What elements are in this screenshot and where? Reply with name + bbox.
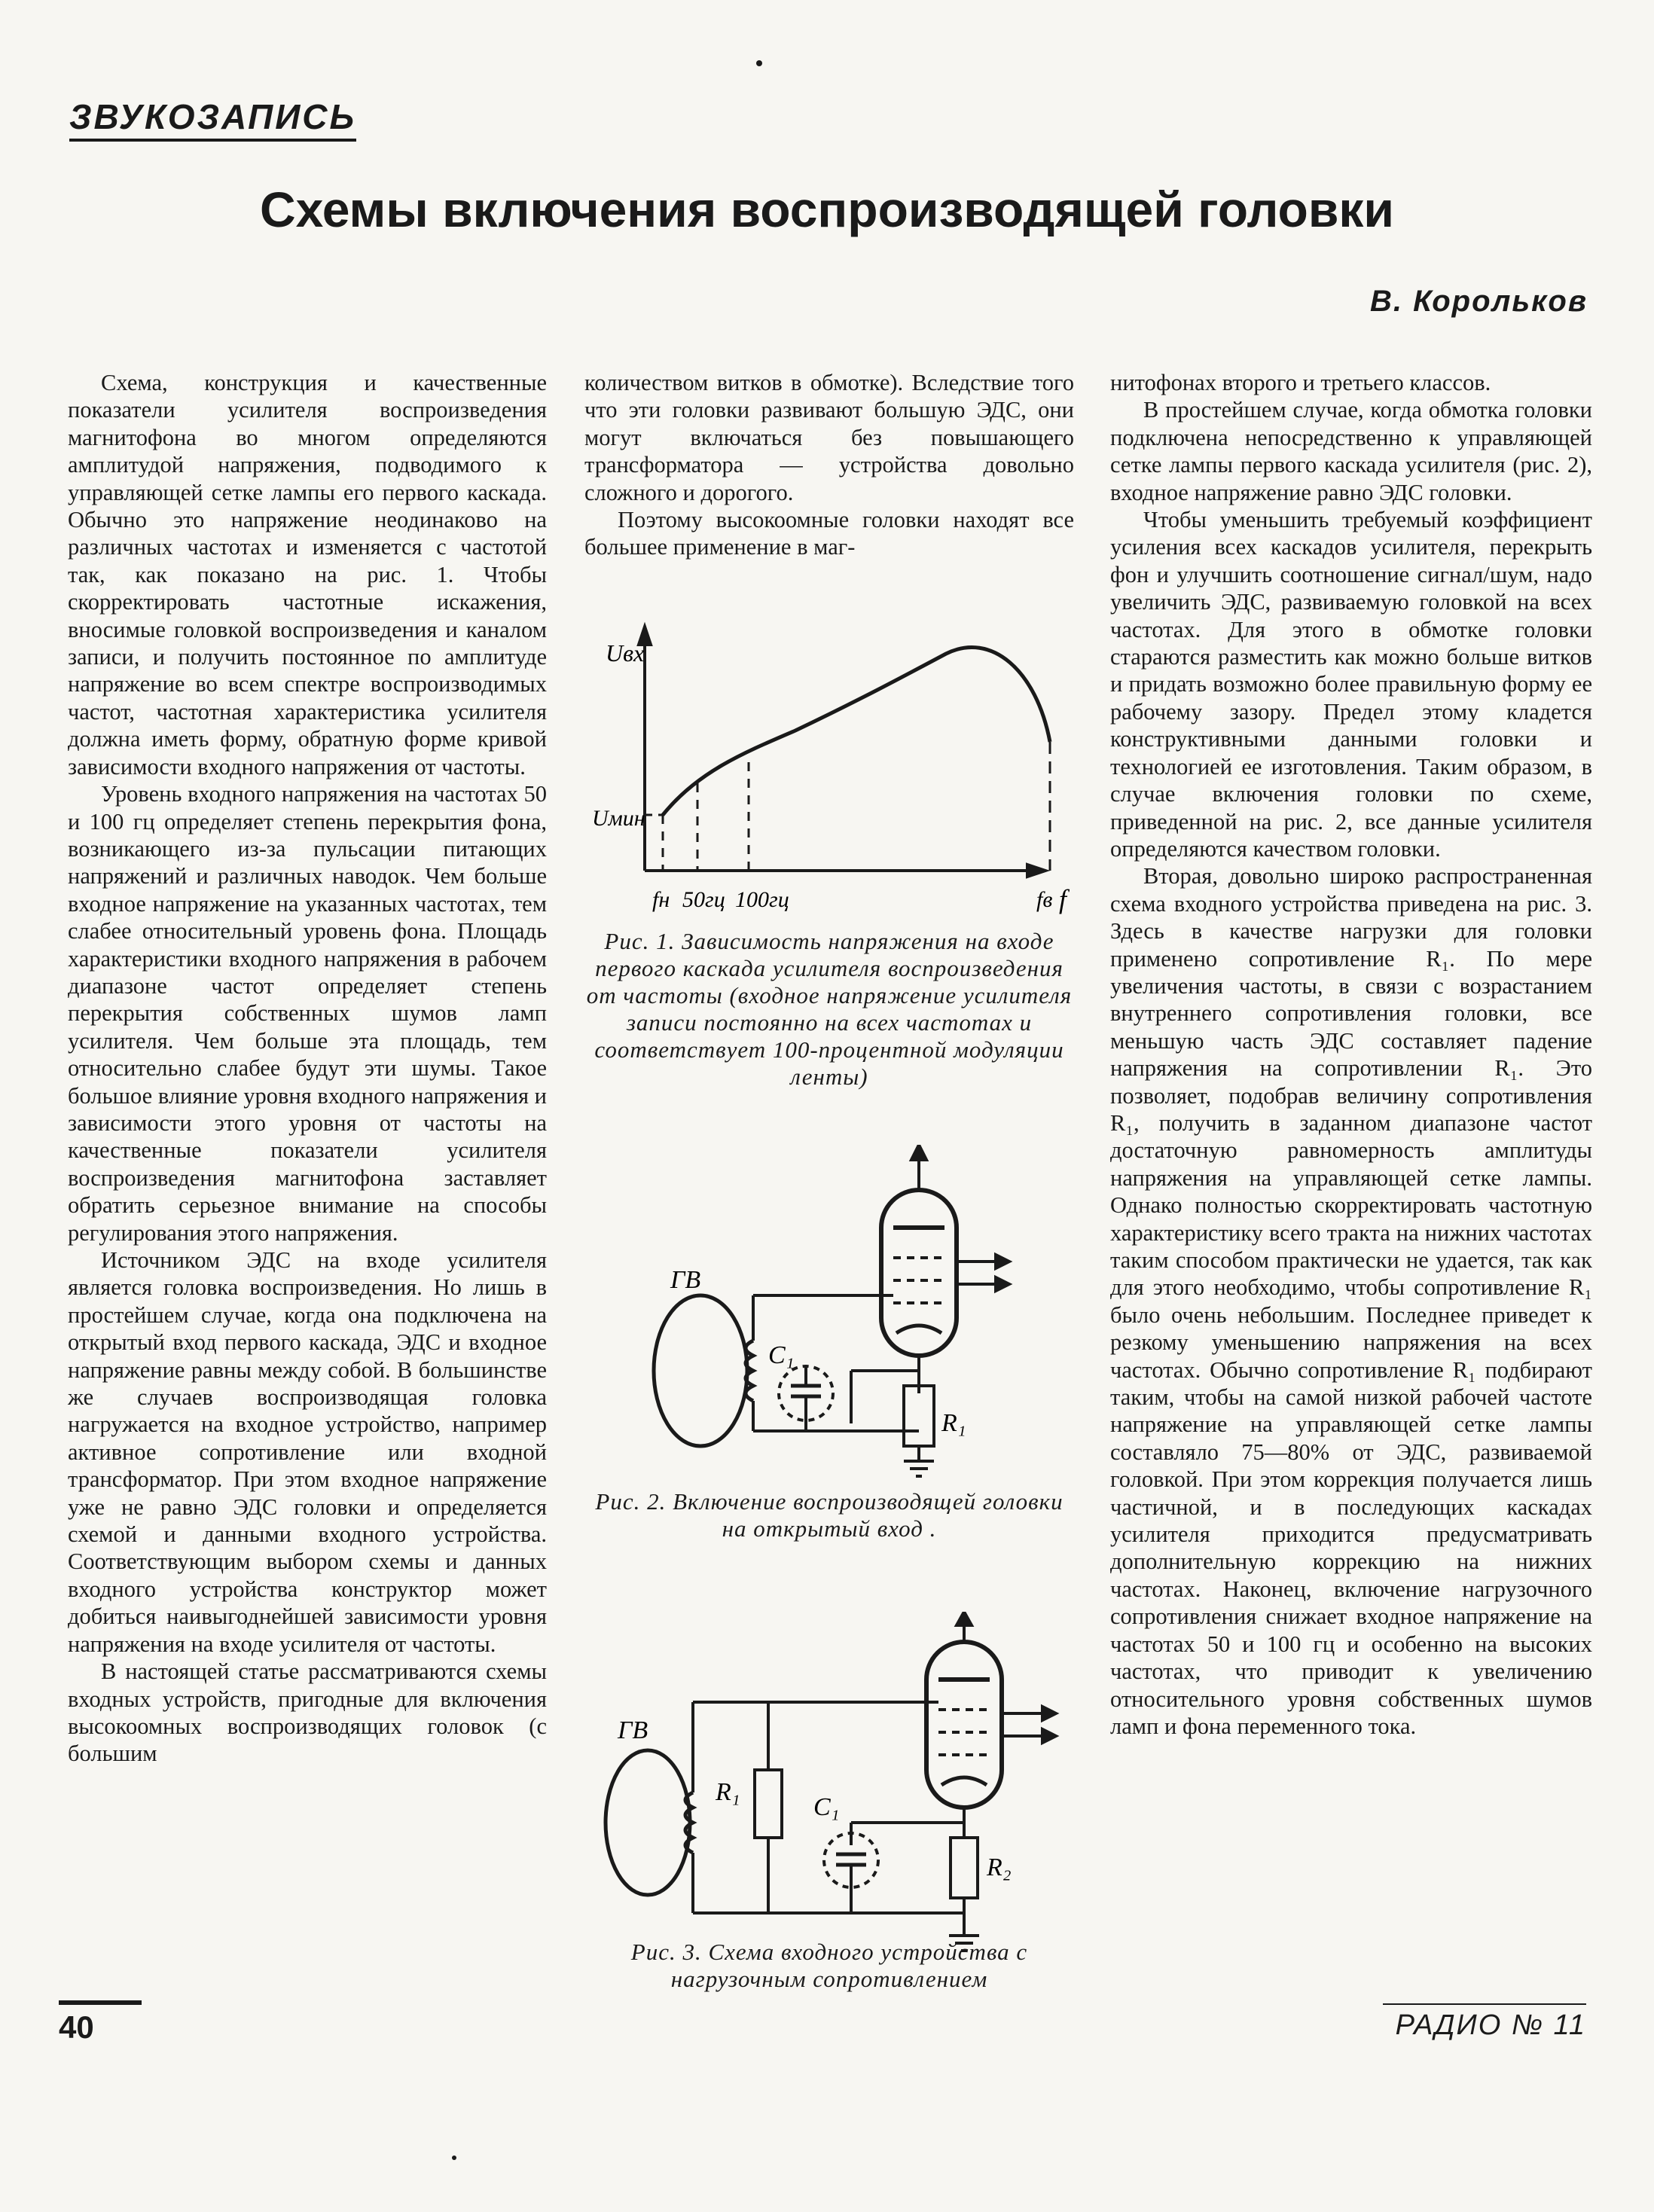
magazine-issue: РАДИО № 11	[1395, 2009, 1586, 2041]
text-column-3	[1110, 369, 1592, 1740]
head-core	[606, 1750, 690, 1895]
figure-2-circuit	[625, 1145, 1062, 1491]
paragraph: Уровень входного напряжения на частотах 50 и 100 гц определяет степень перекрытия фона, возникающего из-за пульсации питающих напряжений и различных наводок. Чем больше входное напряжение на указанных частотах, тем слабее относительный уровень фона. Площадь характеристики входного напряжения в рабочем диапазоне частот определяет степень перекрытия собственных шумов ламп усилителя. Чем больше эта площадь, тем относительно слабее будут эти шумы. Такое большое влияние уровня входного напряжения и зависимости этого уровня от частоты на качественные показатели усилителя воспроизведения магнитофона заставляет обратить серьезное внимание на способы регулирования этого напряжения.	[68, 781, 547, 1246]
section-rubric: ЗВУКОЗАПИСЬ	[69, 96, 356, 142]
paragraph: Схема, конструкция и качественные показатели усилителя воспроизведения магнитофона во многом определяются амплитудой напряжения, подводимого к управляющей сетке лампы его первого каскада. Обычно это напряжение неодинаково на различных частотах и изменяется с частотой так, как показано на рис. 1. Чтобы скорректировать частотные искажения, вносимые головкой воспроизведения и каналом записи, и получить постоянное по амплитуде напряжение во всем спектре воспроизводимых частот, частотная характеристика усилителя должна иметь форму, обратную форме кривой зависимости входного напряжения от частоты.	[68, 370, 547, 780]
response-curve	[663, 648, 1050, 815]
article-title: Схемы включения воспроизводящей головки	[259, 182, 1394, 237]
umin-label: Uмин	[592, 806, 645, 831]
r1-label: R₁	[716, 1778, 740, 1806]
head-core	[654, 1295, 747, 1446]
c1-label: C₁	[768, 1341, 795, 1369]
x-axis-arrow	[1027, 865, 1045, 877]
speck-bottom	[452, 2156, 456, 2160]
paragraph: В простейшем случае, когда обмотка головки подключена непосредственно к управляющей сетке лампы первого каскада усилителя (рис. 2), входное напряжение равно ЭДС головки.	[1110, 397, 1592, 505]
tube-envelope	[926, 1642, 1002, 1808]
figure-2-caption: Рис. 2. Включение воспроизводящей головки на открытый вход .	[595, 1488, 1064, 1542]
tick-50hz: 50гц	[682, 887, 725, 912]
footer-bar	[59, 2000, 142, 2005]
paragraph: В настоящей статье рассматриваются схемы входных устройств, пригодные для включения высокоомных воспроизводящих головок (с большим	[68, 1658, 547, 1767]
resistor-r2	[951, 1838, 978, 1898]
x-axis-label: f	[1059, 884, 1067, 914]
resistor-r1	[904, 1386, 934, 1446]
c1-label: C₁	[813, 1793, 840, 1821]
text-column-2	[584, 369, 1074, 561]
paragraph: Вторая, довольно широко распространенная схема входного устройства приведена на рис. 3. Здесь в качестве нагрузки для головки применено сопротивление R₁. По мере увеличения частоты, в связи с возрастанием внутреннего сопротивления головки, все меньшую часть ЭДС составляет падение напряжения на сопротивлении R₁. Это позволяет, подобрав величину сопротивления R₁, получить в заданном диапазоне частот достаточную равномерность амплитуды напряжения на управляющей сетке лампы. Однако полностью скорректировать частотную характеристику всего тракта на нижних частотах таким способом практически не удается, так как для этого необходимо, чтобы сопротивление R₁ было очень небольшим. Последнее приведет к резкому уменьшению напряжения на всех частотах. Обычно сопротивление R₁ подбирают таким, чтобы на самой низкой рабочей частоте напряжение на управляющей сетке лампы составляло 75—80% от ЭДС, развиваемой головкой. При этом коррекция получается лишь частичной, и в последующих каскадах усилителя приходится предусматривать дополнительную коррекцию на нижних частотах. Наконец, включение нагрузочного сопротивления снижает входное напряжение на частотах 50 и 100 гц и особенно на высоких частотах, что приводит к увеличению относительного уровня собственных шумов ламп и фона переменного тока.	[1110, 863, 1592, 1739]
text-column-1	[68, 369, 547, 1768]
r1-label: R₁	[941, 1409, 966, 1437]
tube-envelope	[881, 1190, 957, 1356]
figure-1-graph	[584, 618, 1082, 919]
head-label: ГВ	[618, 1716, 648, 1744]
article-author: В. Корольков	[1370, 285, 1588, 318]
figure-1-caption: Рис. 1. Зависимость напряжения на входе первого каскада усилителя воспроизведения от частоты (входное напряжение усилителя записи постоянно на всех частотах и соответствует 100-процентной модуляции ленты)	[586, 928, 1073, 1090]
figure-3-caption: Рис. 3. Схема входного устройства с нагрузочным сопротивлением	[630, 1939, 1028, 1992]
figure-3-circuit	[595, 1612, 1062, 1973]
page-number: 40	[59, 2009, 94, 2045]
y-label: Uвх	[606, 639, 645, 667]
r2-label: R₂	[987, 1854, 1012, 1881]
paragraph: Поэтому высокоомные головки находят все большее применение в маг-	[584, 507, 1074, 560]
tick-fb: fв	[1036, 887, 1053, 912]
head-label: ГВ	[670, 1266, 701, 1294]
speck-top	[756, 60, 762, 66]
paragraph: количеством витков в обмотке). Вследствие того что эти головки развивают большую ЭДС, они могут включаться без повышающего трансформатора — устройства довольно сложного и дорогого.	[584, 370, 1074, 505]
tick-100hz: 100гц	[735, 887, 789, 912]
paragraph: Источником ЭДС на входе усилителя является головка воспроизведения. Но лишь в простейшем случае, когда она подключена на открытый вход первого каскада, ЭДС и входное напряжение равны между собой. В большинстве же случаев воспроизводящая головка нагружается на входное устройство, например активное сопротивление или входной трансформатор. При этом входное напряжение уже не равно ЭДС головки и определяется схемой и данными входного устройства. Соответствующим выбором схемы и данных входного устройства конструктор может добиться наивыгоднейшей зависимости уровня напряжения на входе усилителя от частоты.	[68, 1247, 547, 1657]
footer-rule	[1383, 2003, 1586, 2005]
paragraph: нитофонах второго и третьего классов.	[1110, 370, 1491, 395]
paragraph: Чтобы уменьшить требуемый коэффициент усиления всех каскадов усилителя, перекрыть фон и улучшить соотношение сигнал/шум, надо увеличить ЭДС, развиваемую головкой на всех частотах. Для этого в обмотке головки стараются разместить как можно больше витков и придать возможно более правильную форму ее рабочему зазору. Предел этому кладется конструктивными данными головки и технологией ее изготовления. Таким образом, в случае включения головки по схеме, приведенной на рис. 2, все данные усилителя определяются качеством головки.	[1110, 507, 1592, 862]
tick-fn: fн	[652, 887, 670, 912]
resistor-r1	[755, 1770, 782, 1838]
